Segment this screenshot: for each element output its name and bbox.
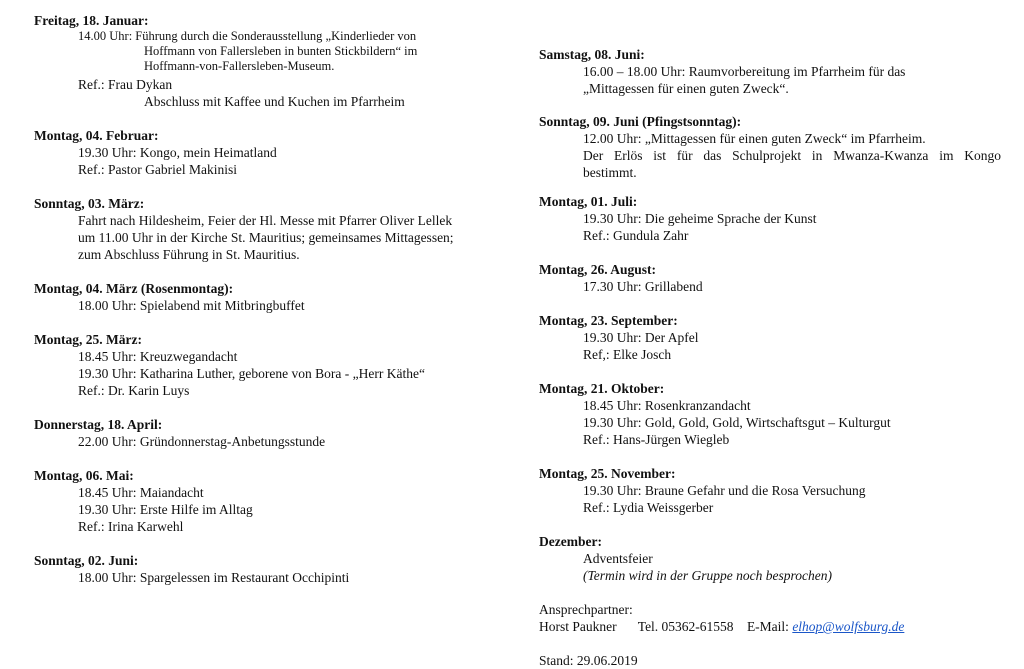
event-line: Hoffmann von Fallersleben in bunten Stickbildern“ im bbox=[144, 44, 418, 58]
event-25-maerz bbox=[34, 332, 504, 399]
event-ref: Ref.: Hans-Jürgen Wiegleb bbox=[583, 432, 730, 447]
event-line: um 11.00 Uhr in der Kirche St. Mauritius; gemeinsames Mittagessen; bbox=[78, 230, 454, 245]
contact-line bbox=[539, 618, 1001, 635]
event-title: Samstag, 08. Juni: bbox=[539, 47, 645, 62]
contact-email-label: E-Mail: bbox=[746, 619, 789, 634]
event-06-mai bbox=[34, 468, 504, 535]
event-line: „Mittagessen für einen guten Zweck“. bbox=[583, 81, 789, 96]
event-title: Montag, 25. März: bbox=[34, 332, 142, 347]
event-line: 18.45 Uhr: Maiandacht bbox=[78, 485, 204, 500]
stand-block bbox=[539, 652, 1001, 669]
event-line: bestimmt. bbox=[583, 165, 637, 180]
event-title: Montag, 25. November: bbox=[539, 466, 676, 481]
event-note: (Termin wird in der Gruppe noch besprochen) bbox=[583, 568, 832, 583]
event-line: 12.00 Uhr: „Mittagessen für einen guten Zweck“ im Pfarrheim. bbox=[583, 131, 926, 146]
event-26-august bbox=[539, 262, 1001, 295]
event-line: 19.30 Uhr: Katharina Luther, geborene von Bora - „Herr Käthe“ bbox=[78, 366, 425, 381]
event-21-oktober bbox=[539, 381, 1001, 448]
event-line: 19.30 Uhr: Erste Hilfe im Alltag bbox=[78, 502, 253, 517]
event-25-november bbox=[539, 466, 1001, 516]
event-08-juni bbox=[539, 47, 1001, 97]
event-ref: Ref.: Dr. Karin Luys bbox=[78, 383, 190, 398]
event-ref: Ref.: Irina Karwehl bbox=[78, 519, 184, 534]
event-line: 14.00 Uhr: Führung durch die Sonderausstellung „Kinderlieder von bbox=[78, 29, 417, 43]
contact-block bbox=[539, 601, 1001, 635]
event-ref: Ref.: Gundula Zahr bbox=[583, 228, 689, 243]
event-04-februar bbox=[34, 128, 504, 178]
contact-tel: Tel. 05362-61558 bbox=[637, 619, 734, 634]
event-ref: Ref.: Pastor Gabriel Makinisi bbox=[78, 162, 237, 177]
event-line: 19.30 Uhr: Der Apfel bbox=[583, 330, 699, 345]
event-01-juli bbox=[539, 194, 1001, 244]
event-line: Abschluss mit Kaffee und Kuchen im Pfarrheim bbox=[144, 94, 405, 109]
event-line: 18.00 Uhr: Spargelessen im Restaurant Occhipinti bbox=[78, 570, 350, 585]
event-line: 19.30 Uhr: Die geheime Sprache der Kunst bbox=[583, 211, 817, 226]
event-line: 19.30 Uhr: Gold, Gold, Gold, Wirtschaftsgut – Kulturgut bbox=[583, 415, 891, 430]
event-title: Montag, 23. September: bbox=[539, 313, 678, 328]
event-18-april bbox=[34, 417, 504, 450]
event-line: Der Erlös ist für das Schulprojekt in Mwanza-Kwanza im Kongo bbox=[583, 148, 1001, 163]
contact-name: Horst Paukner bbox=[539, 619, 617, 634]
event-line: 18.45 Uhr: Rosenkranzandacht bbox=[583, 398, 751, 413]
event-09-juni bbox=[539, 114, 1001, 181]
event-title: Sonntag, 09. Juni (Pfingstsonntag): bbox=[539, 114, 742, 129]
event-dezember bbox=[539, 534, 1001, 584]
event-04-maerz bbox=[34, 281, 504, 314]
event-title: Donnerstag, 18. April: bbox=[34, 417, 163, 432]
event-line: Fahrt nach Hildesheim, Feier der Hl. Messe mit Pfarrer Oliver Lellek bbox=[78, 213, 453, 228]
event-18-januar bbox=[34, 13, 504, 110]
event-line: Hoffmann-von-Fallersleben-Museum. bbox=[144, 59, 335, 73]
event-23-september bbox=[539, 313, 1001, 363]
contact-heading: Ansprechpartner: bbox=[539, 602, 633, 617]
event-title: Montag, 04. Februar: bbox=[34, 128, 159, 143]
event-line: 18.00 Uhr: Spielabend mit Mitbringbuffet bbox=[78, 298, 305, 313]
event-line: zum Abschluss Führung in St. Mauritius. bbox=[78, 247, 300, 262]
event-title: Freitag, 18. Januar: bbox=[34, 13, 149, 28]
event-ref: Ref.: Frau Dykan bbox=[78, 77, 173, 92]
event-ref: Ref,: Elke Josch bbox=[583, 347, 672, 362]
event-line: Adventsfeier bbox=[583, 551, 653, 566]
event-title: Dezember: bbox=[539, 534, 602, 549]
event-line: 19.30 Uhr: Kongo, mein Heimatland bbox=[78, 145, 277, 160]
event-title: Montag, 26. August: bbox=[539, 262, 657, 277]
event-line: 17.30 Uhr: Grillabend bbox=[583, 279, 703, 294]
event-line: 19.30 Uhr: Braune Gefahr und die Rosa Versuchung bbox=[583, 483, 866, 498]
event-03-maerz bbox=[34, 196, 504, 263]
event-title: Sonntag, 02. Juni: bbox=[34, 553, 139, 568]
event-ref: Ref.: Lydia Weissgerber bbox=[583, 500, 714, 515]
event-line: 16.00 – 18.00 Uhr: Raumvorbereitung im Pfarrheim für das bbox=[583, 64, 906, 79]
event-title: Montag, 21. Oktober: bbox=[539, 381, 665, 396]
contact-email-link[interactable]: elhop@wolfsburg.de bbox=[792, 619, 905, 634]
event-title: Sonntag, 03. März: bbox=[34, 196, 145, 211]
event-line: 22.00 Uhr: Gründonnerstag-Anbetungsstunde bbox=[78, 434, 326, 449]
event-title: Montag, 06. Mai: bbox=[34, 468, 134, 483]
event-02-juni bbox=[34, 553, 504, 586]
event-title: Montag, 01. Juli: bbox=[539, 194, 638, 209]
event-line: 18.45 Uhr: Kreuzwegandacht bbox=[78, 349, 238, 364]
stand-date: Stand: 29.06.2019 bbox=[539, 653, 638, 668]
event-title: Montag, 04. März (Rosenmontag): bbox=[34, 281, 234, 296]
